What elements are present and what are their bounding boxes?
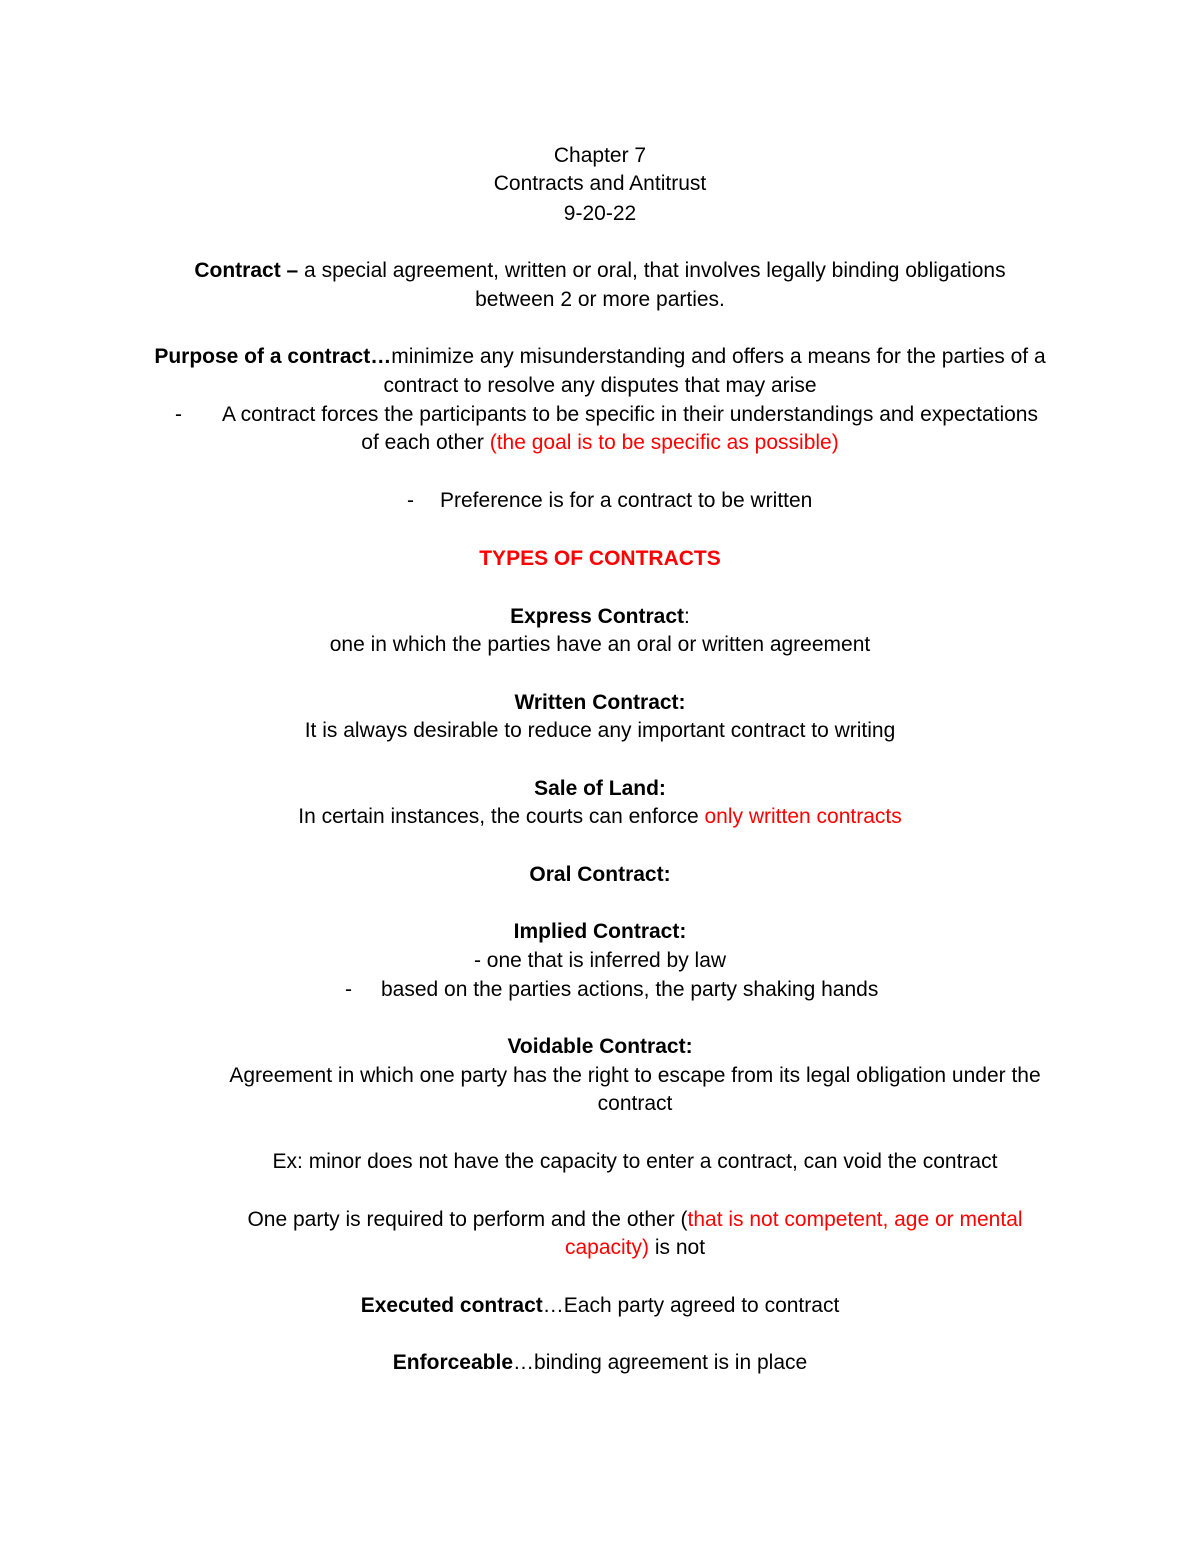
executed-line	[0, 1292, 1200, 1320]
executed-text: …Each party agreed to contract	[542, 1294, 840, 1317]
purpose-line1	[0, 343, 1200, 371]
implied-heading: Implied Contract:	[513, 920, 687, 943]
subject-title: Contracts and Antitrust	[493, 172, 707, 195]
perform-emphasis-text: that is not competent, age or mental	[687, 1208, 1023, 1231]
purpose-line2: contract to resolve any disputes that may arise	[383, 374, 817, 397]
enforceable-term: Enforceable	[392, 1351, 514, 1374]
implied-line2: based on the parties actions, the party shaking hands	[381, 978, 879, 1001]
voidable-example: Ex: minor does not have the capacity to enter a contract, can void the contract	[272, 1150, 998, 1173]
contract-definition-line2: between 2 or more parties.	[475, 288, 725, 311]
contract-definition-text: a special agreement, written or oral, that involves legally binding obligations	[298, 259, 1006, 282]
sale-of-land-plain-text: In certain instances, the courts can enforce	[298, 805, 705, 828]
purpose-term: Purpose of a contract…	[154, 345, 392, 368]
sale-of-land-heading: Sale of Land:	[534, 777, 666, 800]
date-line: 9-20-22	[563, 202, 637, 225]
perform-plain-text: One party is required to perform and the other (	[247, 1208, 688, 1231]
enforceable-text: …binding agreement is in place	[513, 1351, 808, 1374]
express-colon: :	[684, 605, 690, 628]
express-heading: Express Contract	[510, 605, 685, 628]
voidable-text-line1: Agreement in which one party has the right to escape from its legal obligation under the	[229, 1064, 1041, 1087]
purpose-bullet1-line2	[0, 429, 1200, 457]
chapter-title: Chapter 7	[553, 144, 647, 167]
bullet-dash: -	[175, 403, 182, 426]
bullet1-emphasis-text: (the goal is to be specific as possible)	[489, 431, 839, 454]
voidable-perform-line2	[35, 1234, 1200, 1262]
written-text: It is always desirable to reduce any important contract to writing	[304, 719, 896, 742]
written-heading: Written Contract:	[514, 691, 686, 714]
types-heading: TYPES OF CONTRACTS	[479, 547, 721, 570]
executed-term: Executed contract	[360, 1294, 543, 1317]
purpose-bullet2: Preference is for a contract to be written	[440, 489, 813, 512]
express-text: one in which the parties have an oral or written agreement	[329, 633, 871, 656]
voidable-heading: Voidable Contract:	[507, 1035, 693, 1058]
purpose-bullet1-line1: A contract forces the participants to be specific in their understandings and expectations	[222, 403, 1038, 426]
oral-heading: Oral Contract:	[529, 863, 671, 886]
contract-term: Contract –	[194, 259, 299, 282]
sale-of-land-text	[0, 803, 1200, 831]
purpose-text: minimize any misunderstanding and offers a means for the parties of a	[391, 345, 1046, 368]
express-heading-line	[0, 603, 1200, 631]
voidable-text-line2: contract	[597, 1092, 673, 1115]
bullet-dash: -	[407, 489, 414, 512]
perform-plain-text: is not	[649, 1236, 706, 1259]
sale-of-land-emphasis-text: only written contracts	[704, 805, 902, 828]
implied-line1: - one that is inferred by law	[473, 949, 727, 972]
contract-definition-line1	[0, 257, 1200, 285]
bullet1-plain-text: of each other	[361, 431, 490, 454]
voidable-perform-line1	[35, 1206, 1200, 1234]
perform-emphasis-text: capacity)	[564, 1236, 649, 1259]
enforceable-line	[0, 1349, 1200, 1377]
bullet-dash: -	[345, 978, 352, 1001]
